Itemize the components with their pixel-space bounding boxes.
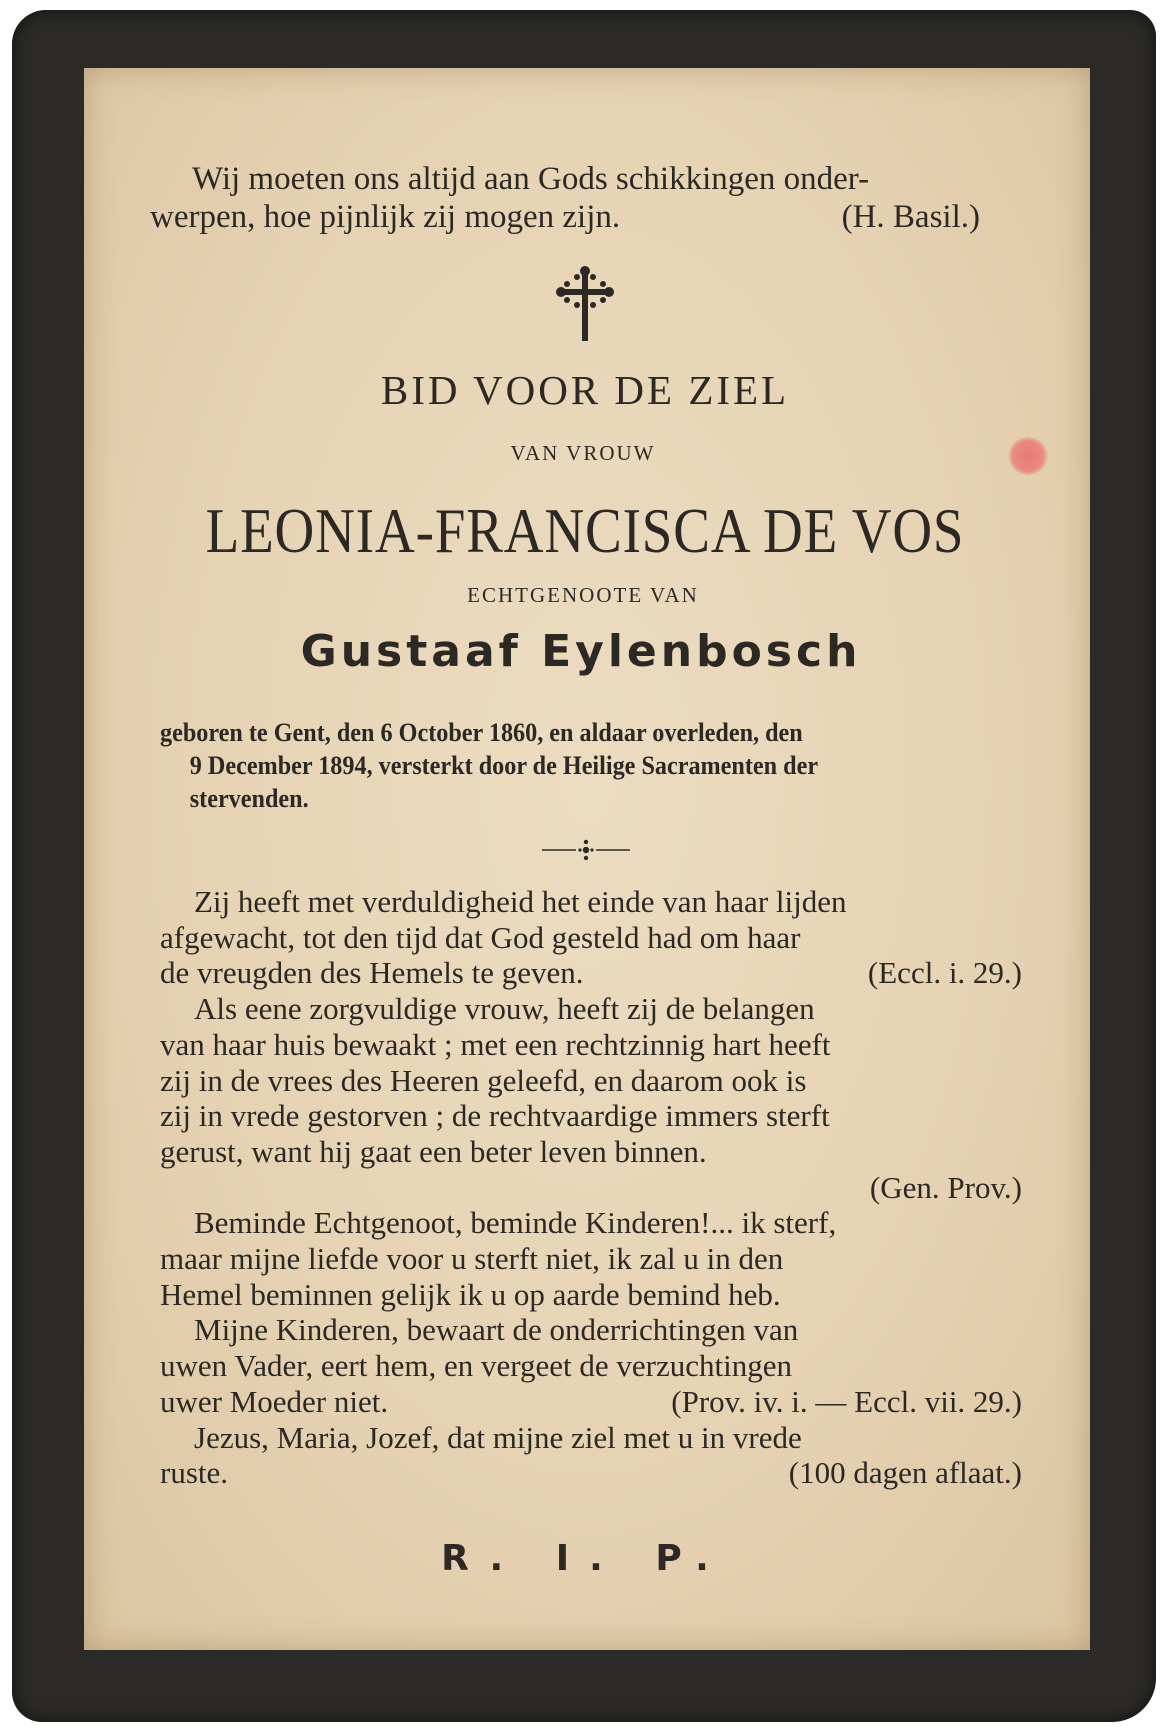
scripture-reference: (Eccl. i. 29.)	[867, 955, 1022, 991]
motto-source: (H. Basil.)	[841, 199, 980, 235]
body-line: Zij heeft met verduldigheid het einde van haar lijden	[194, 884, 847, 919]
spouse-label: ECHTGENOOTE VAN	[467, 583, 699, 607]
prayer-heading: BID VOOR DE ZIEL	[380, 367, 790, 413]
body-line: Als eene zorgvuldige vrouw, heeft zij de belangen	[194, 991, 815, 1027]
dates-line-1: geboren te Gent, den 6 October 1860, en aldaar overleden, den	[160, 718, 803, 747]
husband-name: Gustaaf Eylenbosch	[300, 626, 862, 677]
prayer-text	[160, 884, 1030, 1491]
body-line-with-source	[160, 1384, 1030, 1420]
deceased-name: LEONIA-FRANCISCA DE VOS	[205, 495, 965, 566]
motto-quote	[150, 160, 1020, 236]
body-line: Beminde Echtgenoot, beminde Kinderen!... ik sterf,	[194, 1205, 837, 1241]
body-line-text: de vreugden des Hemels te geven.	[160, 955, 584, 991]
body-line: afgewacht, tot den tijd dat God gesteld had om haar	[160, 919, 801, 955]
body-line: gerust, want hij gaat een beter leven binnen.	[160, 1133, 707, 1169]
dates-line-2: 9 December 1894, versterkt door de Heilige Sacramenten der	[189, 751, 819, 780]
body-line: van haar huis bewaakt ; met een rechtzinnig hart heeft	[160, 1026, 831, 1062]
motto-line-1: Wij moeten ons altijd aan Gods schikkingen onder-	[192, 161, 870, 197]
van-vrouw-label: VAN VROUW	[510, 441, 656, 465]
body-line: uwen Vader, eert hem, en vergeet de verzuchtingen	[160, 1348, 792, 1384]
body-line: maar mijne liefde voor u sterft niet, ik zal u in den	[160, 1241, 784, 1277]
scripture-reference: (Gen. Prov.)	[869, 1169, 1022, 1205]
rip-closing: R. I. P.	[441, 1538, 729, 1579]
body-line-with-source	[160, 1455, 1030, 1491]
cross-icon	[555, 265, 615, 345]
body-line: Hemel beminnen gelijk ik u op aarde bemind heb.	[160, 1276, 781, 1312]
life-dates	[160, 716, 960, 815]
body-line-with-source	[160, 955, 1030, 991]
body-line: Mijne Kinderen, bewaart de onderrichtingen van	[194, 1312, 799, 1348]
indulgence-note: (100 dagen aflaat.)	[788, 1455, 1022, 1491]
body-line: zij in vrede gestorven ; de rechtvaardige immers sterft	[160, 1098, 830, 1134]
body-line-text: ruste.	[160, 1455, 229, 1491]
scripture-reference: (Prov. iv. i. — Eccl. vii. 29.)	[671, 1383, 1022, 1419]
body-line: zij in de vrees des Heeren geleefd, en daarom ook is	[160, 1062, 807, 1098]
dates-line-3: stervenden.	[189, 784, 309, 813]
motto-line-2-text: werpen, hoe pijnlijk zij mogen zijn.	[150, 199, 621, 235]
body-line: Jezus, Maria, Jozef, dat mijne ziel met u in vrede	[194, 1419, 802, 1455]
body-line-text: uwer Moeder niet.	[160, 1383, 389, 1419]
motto-line-2	[150, 198, 1020, 236]
divider-ornament-icon	[540, 838, 632, 862]
